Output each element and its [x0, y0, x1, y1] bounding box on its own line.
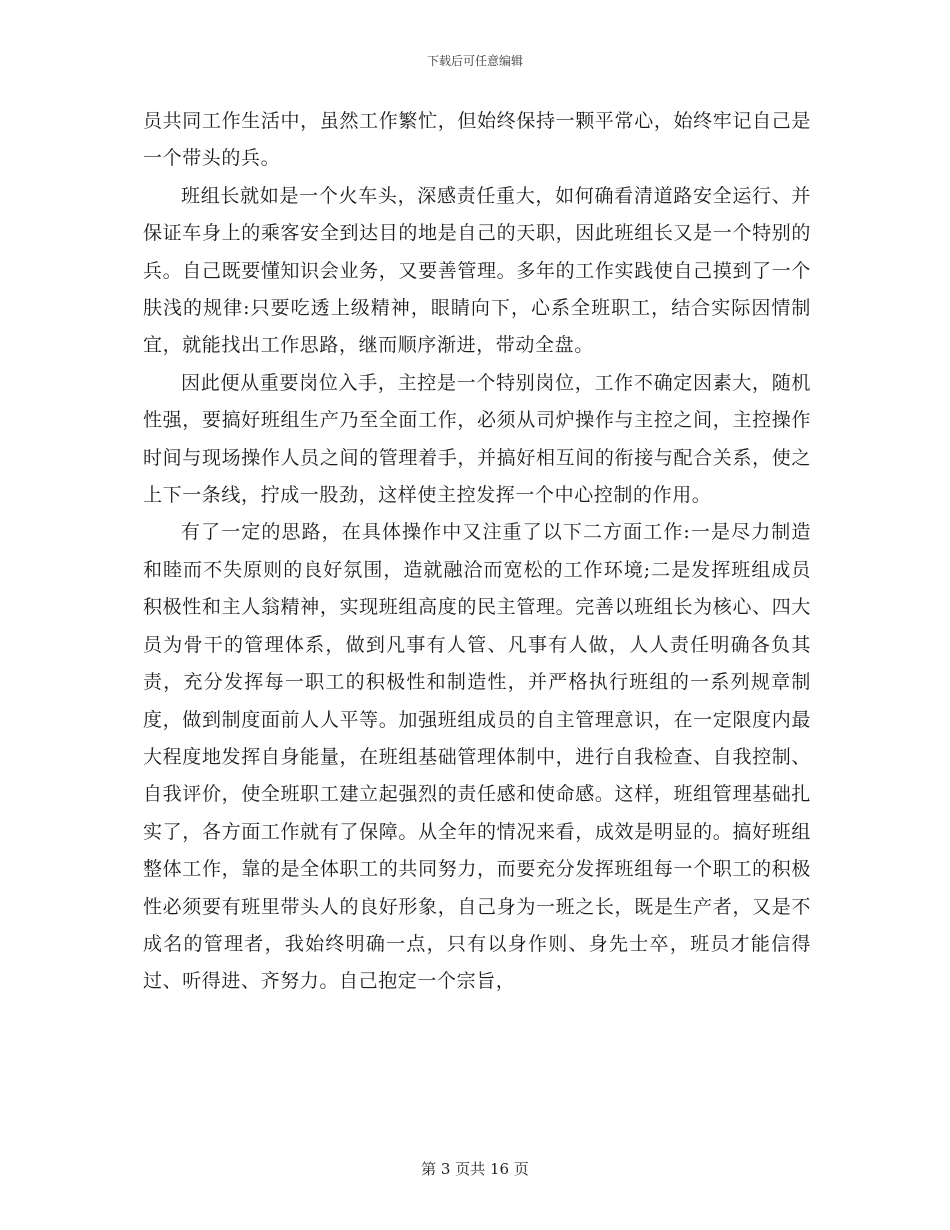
paragraph-continuation: 员共同工作生活中，虽然工作繁忙，但始终保持一颗平常心，始终牢记自己是一个带头的兵。 — [143, 110, 811, 170]
paragraph: 因此便从重要岗位入手，主控是一个特别岗位，工作不确定因素大，随机性强，要搞好班组生产乃至全面工作，必须从司炉操作与主控之间，主控操作时间与现场操作人员之间的管理着手，并搞好相互间的衔接与配合关系，使之上下一条线，拧成一股劲，这样使主控发挥一个中心控制的作用。 — [143, 371, 811, 507]
document-body — [143, 103, 811, 1001]
paragraph: 班组长就如是一个火车头，深感责任重大，如何确看清道路安全运行、并保证车身上的乘客安全到达目的地是自己的天职，因此班组长又是一个特别的兵。自己既要懂知识会业务，又要善管理。多年的工作实践使自己摸到了一个肤浅的规律:只要吃透上级精神，眼睛向下，心系全班职工，结合实际因情制宜，就能找出工作思路，继而顺序渐进，带动全盘。 — [143, 184, 811, 357]
page-number: 第 3 页共 16 页 — [421, 1160, 529, 1178]
paragraph: 有了一定的思路，在具体操作中又注重了以下二方面工作:一是尽力制造和睦而不失原则的良好氛围，造就融洽而宽松的工作环境;二是发挥班组成员积极性和主人翁精神，实现班组高度的民主管理。完善以班组长为核心、四大员为骨干的管理体系，做到凡事有人管、凡事有人做，人人责任明确各负其责，充分发挥每一职工的积极性和制造性，并严格执行班组的一系列规章制度，做到制度面前人人平等。加强班组成员的自主管理意识，在一定限度内最大程度地发挥自身能量，在班组基础管理体制中，进行自我检查、自我控制、自我评价，使全班职工建立起强烈的责任感和使命感。这样，班组管理基础扎实了，各方面工作就有了保障。从全年的情况来看，成效是明显的。搞好班组整体工作，靠的是全体职工的共同努力，而要充分发挥班组每一个职工的积极性必须要有班里带头人的良好形象，自己身为一班之长，既是生产者，又是不成名的管理者，我始终明确一点，只有以身作则、身先士卒，班员才能信得过、听得进、齐努力。自己抱定一个宗旨， — [143, 521, 811, 993]
page-header-note: 下载后可任意编辑 — [426, 54, 523, 68]
